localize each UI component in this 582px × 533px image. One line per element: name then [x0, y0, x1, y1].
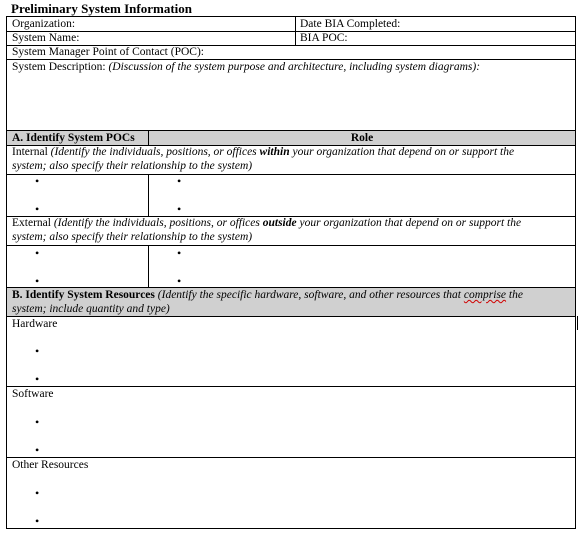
other-resources-bullet[interactable]: •: [35, 514, 40, 528]
internal-keyword: within: [259, 146, 290, 158]
section-b-hint-typo: comprise: [463, 289, 507, 301]
section-b-hint-start: (Identify the specific hardware, software, and other resources that: [157, 289, 461, 301]
bia-poc-field[interactable]: BIA POC:: [300, 32, 348, 44]
hardware-label: Hardware: [12, 318, 58, 330]
internal-role-bullet[interactable]: •: [177, 202, 182, 216]
divider: [148, 245, 149, 287]
form-title: Preliminary System Information: [11, 1, 193, 16]
divider: [7, 386, 575, 387]
role-heading: Role: [350, 132, 374, 144]
external-poc-bullet[interactable]: •: [35, 274, 40, 288]
software-bullet[interactable]: •: [35, 443, 40, 457]
internal-poc-bullet[interactable]: •: [35, 174, 40, 188]
system-description-label: System Description:: [12, 61, 106, 73]
external-poc-description: [12, 216, 547, 244]
other-resources-label: Other Resources: [12, 459, 89, 471]
divider: [148, 174, 149, 216]
system-manager-poc-field[interactable]: System Manager Point of Contact (POC):: [12, 46, 204, 58]
internal-poc-description: [12, 145, 547, 173]
preliminary-system-information-form: [6, 16, 576, 529]
hardware-bullet[interactable]: •: [35, 344, 40, 358]
software-bullet[interactable]: •: [35, 415, 40, 429]
external-label: External: [12, 217, 51, 229]
internal-hint-end: your organization that depend on or support the system; also specify their relationship to the system): [12, 146, 515, 172]
internal-label: Internal: [12, 146, 48, 158]
system-name-field[interactable]: System Name:: [12, 32, 80, 44]
external-role-bullet[interactable]: •: [177, 274, 182, 288]
internal-role-bullet[interactable]: •: [177, 174, 182, 188]
internal-hint-start: (Identify the individuals, positions, or offices: [50, 146, 257, 158]
software-label: Software: [12, 388, 54, 400]
external-role-bullet[interactable]: •: [177, 246, 182, 260]
internal-poc-bullet[interactable]: •: [35, 202, 40, 216]
external-poc-bullet[interactable]: •: [35, 246, 40, 260]
divider: [7, 174, 575, 175]
divider: [7, 31, 575, 32]
divider: [7, 245, 575, 246]
divider: [7, 457, 575, 458]
external-hint-start: (Identify the individuals, positions, or offices: [53, 217, 260, 229]
hardware-bullet[interactable]: •: [35, 372, 40, 386]
external-hint-end: your organization that depend on or support the system; also specify their relationship to the system): [12, 217, 522, 243]
date-bia-field[interactable]: Date BIA Completed:: [300, 18, 401, 30]
external-keyword: outside: [262, 217, 297, 229]
section-b-heading: B. Identify System Resources: [12, 289, 155, 301]
section-a-heading: A. Identify System POCs: [12, 132, 135, 144]
organization-field[interactable]: Organization:: [12, 18, 76, 30]
text-cursor: [577, 316, 578, 330]
section-b-heading-block: [12, 288, 552, 316]
system-description-hint: (Discussion of the system purpose and architecture, including system diagrams):: [108, 61, 481, 73]
divider: [7, 316, 575, 317]
other-resources-bullet[interactable]: •: [35, 486, 40, 500]
system-description-field[interactable]: [12, 60, 480, 74]
section-b-hint-end: the system; include quantity and type): [12, 289, 523, 315]
